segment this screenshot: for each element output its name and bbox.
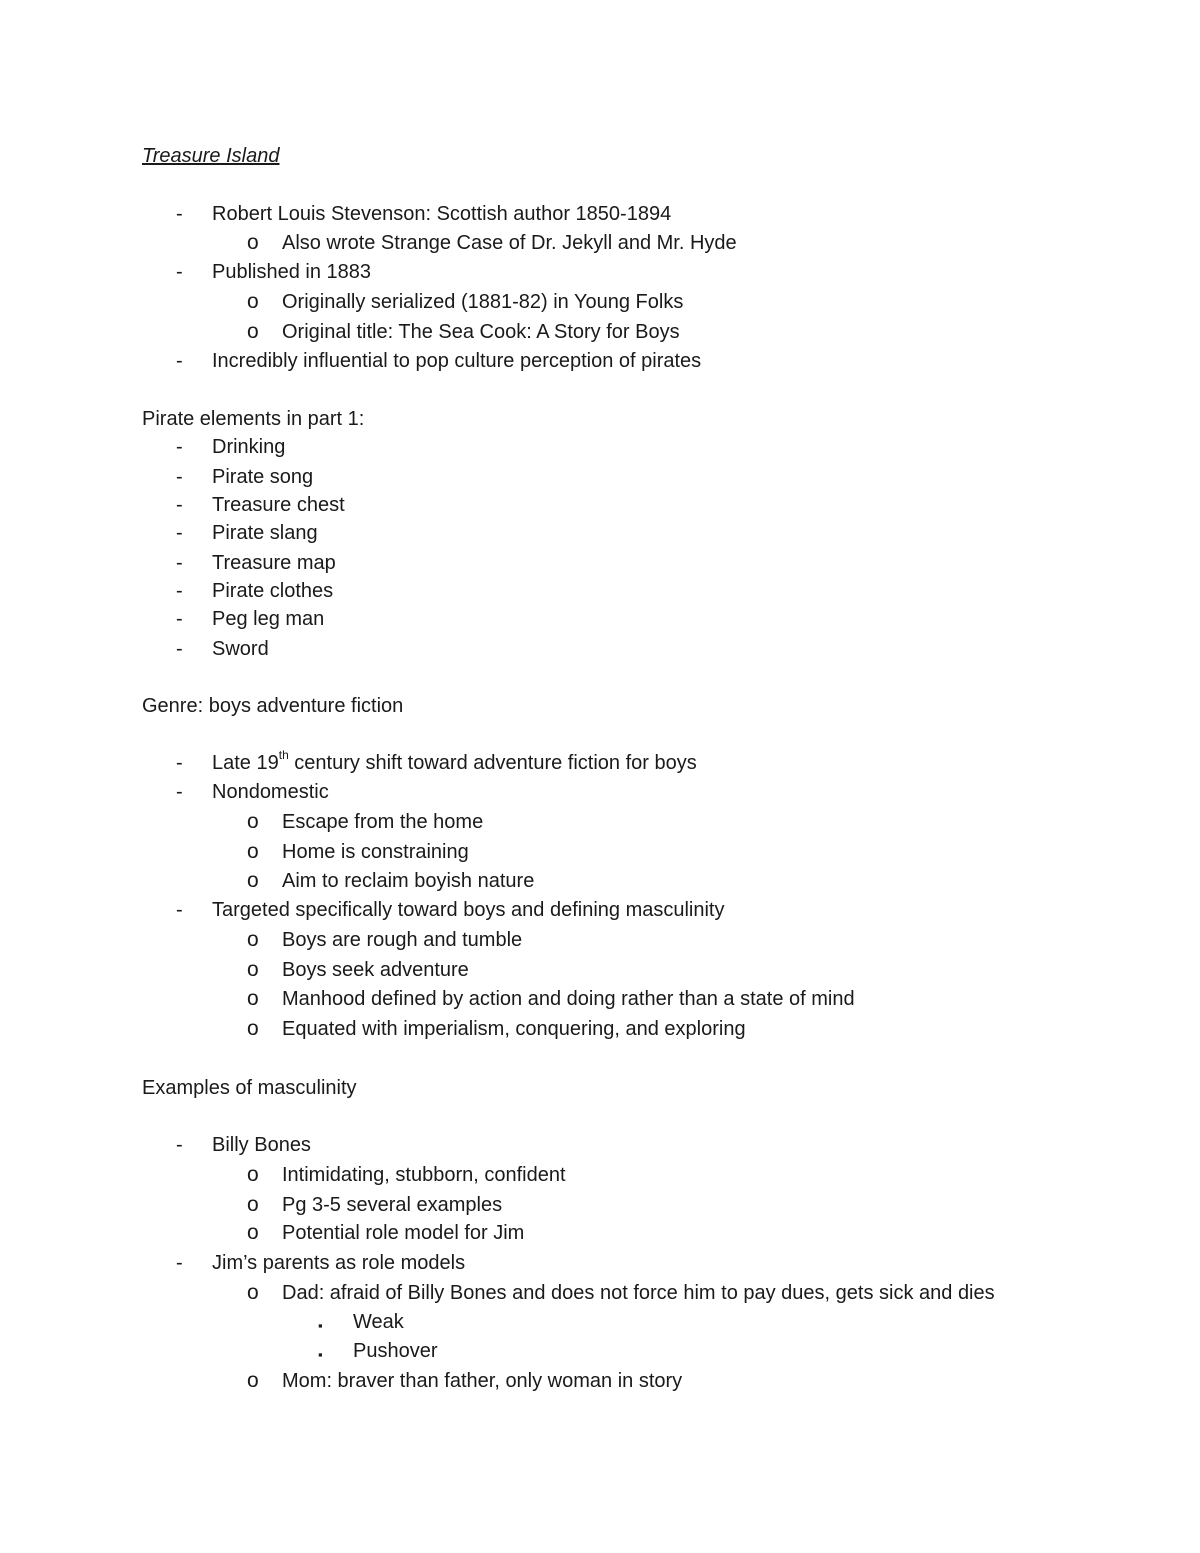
list-item — [212, 748, 697, 775]
list-bullet: ▪ — [318, 1347, 323, 1362]
line-text: Dad: afraid of Billy Bones and does not force him to pay dues, gets sick and dies — [282, 1282, 995, 1304]
line-text: Treasure Island — [142, 145, 280, 167]
list-bullet: - — [176, 899, 183, 921]
list-bullet: o — [247, 320, 259, 343]
line-text: Billy Bones — [212, 1134, 311, 1156]
list-bullet: - — [176, 436, 183, 458]
list-bullet: - — [176, 494, 183, 516]
list-bullet: - — [176, 466, 183, 488]
line-text: Pirate clothes — [212, 580, 334, 602]
list-item — [282, 928, 522, 952]
superscript: th — [278, 748, 289, 763]
line-text-continued: century shift toward adventure fiction for boys — [288, 752, 697, 774]
list-item — [282, 869, 534, 893]
line-text: Intimidating, stubborn, confident — [282, 1164, 566, 1186]
list-bullet: o — [247, 1369, 259, 1392]
line-text: Pg 3-5 several examples — [282, 1194, 503, 1216]
list-bullet: o — [247, 987, 259, 1010]
list-bullet: o — [247, 1017, 259, 1040]
line-text: Escape from the home — [282, 811, 484, 833]
list-bullet: o — [247, 1193, 259, 1216]
list-item — [282, 1369, 682, 1393]
line-text: Targeted specifically toward boys and defining masculinity — [212, 899, 725, 921]
list-bullet: o — [247, 1163, 259, 1186]
list-item — [282, 320, 680, 344]
list-item — [212, 349, 701, 373]
list-bullet: o — [247, 840, 259, 863]
list-bullet: - — [176, 261, 183, 283]
line-text: Original title: The Sea Cook: A Story for Boys — [282, 321, 680, 343]
list-bullet: ▪ — [318, 1318, 323, 1333]
list-bullet: - — [176, 1134, 183, 1156]
line-text: Published in 1883 — [212, 261, 372, 283]
list-item — [212, 1251, 465, 1275]
list-bullet: o — [247, 231, 259, 254]
list-item — [282, 1221, 524, 1245]
list-item — [282, 840, 469, 864]
list-item — [212, 260, 371, 284]
list-item — [282, 1163, 566, 1187]
list-bullet: - — [176, 608, 183, 630]
list-item — [212, 465, 313, 489]
line-text: Pushover — [353, 1340, 438, 1362]
line-text: Examples of masculinity — [142, 1077, 357, 1099]
list-item — [282, 1193, 502, 1217]
list-bullet: o — [247, 1281, 259, 1304]
list-item — [212, 435, 285, 459]
list-item — [353, 1310, 404, 1334]
list-item — [282, 958, 469, 982]
line-text: Weak — [353, 1311, 404, 1333]
line-text: Equated with imperialism, conquering, and exploring — [282, 1018, 746, 1040]
list-item — [282, 987, 855, 1011]
line-text: Also wrote Strange Case of Dr. Jekyll and Mr. Hyde — [282, 232, 737, 254]
line-text: Sword — [212, 638, 269, 660]
line-text: Nondomestic — [212, 781, 329, 803]
list-item — [282, 810, 483, 834]
line-text: Potential role model for Jim — [282, 1222, 525, 1244]
list-item — [212, 551, 336, 575]
list-item — [212, 1133, 311, 1157]
list-item — [212, 521, 318, 545]
line-text: Late 19 — [212, 752, 279, 774]
line-text: Pirate elements in part 1: — [142, 408, 365, 430]
list-item — [212, 202, 671, 226]
line-text: Pirate slang — [212, 522, 318, 544]
line-text: Manhood defined by action and doing rather than a state of mind — [282, 988, 855, 1010]
line-text: Treasure chest — [212, 494, 345, 516]
list-item — [282, 231, 737, 255]
list-item — [212, 898, 725, 922]
section-heading — [142, 1076, 357, 1100]
list-bullet: - — [176, 203, 183, 225]
line-text: Boys are rough and tumble — [282, 929, 523, 951]
list-item — [212, 579, 333, 603]
list-bullet: - — [176, 580, 183, 602]
line-text: Drinking — [212, 436, 286, 458]
list-bullet: - — [176, 350, 183, 372]
list-bullet: - — [176, 638, 183, 660]
document-title — [142, 144, 279, 168]
list-bullet: - — [176, 781, 183, 803]
list-bullet: o — [247, 810, 259, 833]
line-text: Originally serialized (1881-82) in Young Folks — [282, 291, 684, 313]
list-bullet: o — [247, 290, 259, 313]
list-item — [212, 780, 329, 804]
line-text: Treasure map — [212, 552, 336, 574]
list-item — [353, 1339, 438, 1363]
list-item — [282, 290, 683, 314]
line-text: Genre: boys adventure fiction — [142, 695, 404, 717]
line-text: Peg leg man — [212, 608, 325, 630]
section-heading — [142, 694, 403, 718]
line-text: Robert Louis Stevenson: Scottish author 1850-1894 — [212, 203, 672, 225]
list-item — [282, 1281, 995, 1305]
list-item — [212, 493, 345, 517]
section-heading — [142, 407, 364, 431]
list-item — [212, 607, 324, 631]
list-bullet: - — [176, 522, 183, 544]
line-text: Pirate song — [212, 466, 314, 488]
line-text: Aim to reclaim boyish nature — [282, 870, 535, 892]
list-bullet: o — [247, 869, 259, 892]
list-bullet: o — [247, 958, 259, 981]
line-text: Boys seek adventure — [282, 959, 469, 981]
list-bullet: - — [176, 552, 183, 574]
line-text: Incredibly influential to pop culture perception of pirates — [212, 350, 702, 372]
list-bullet: o — [247, 928, 259, 951]
line-text: Mom: braver than father, only woman in story — [282, 1370, 683, 1392]
list-bullet: - — [176, 1252, 183, 1274]
list-item — [282, 1017, 746, 1041]
line-text: Jim’s parents as role models — [212, 1252, 466, 1274]
list-bullet: - — [176, 752, 183, 774]
list-item — [212, 637, 269, 661]
line-text: Home is constraining — [282, 841, 469, 863]
list-bullet: o — [247, 1221, 259, 1244]
